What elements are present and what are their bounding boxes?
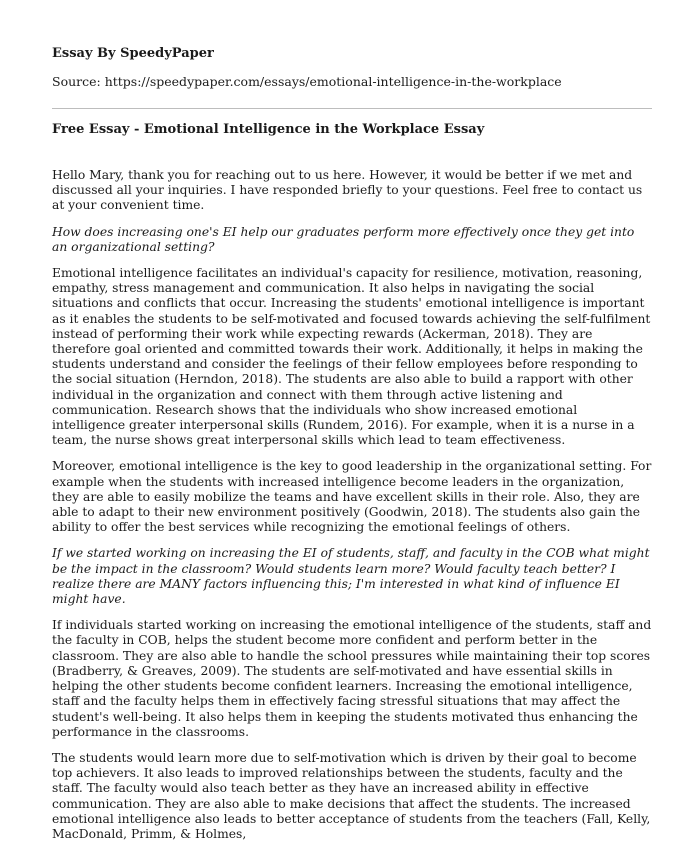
- essay-title: Free Essay - Emotional Intelligence in the Workplace Essay: [52, 122, 485, 137]
- essay-body: [52, 168, 652, 853]
- header-divider: [52, 108, 652, 109]
- paragraph-leadership: Moreover, emotional intelligence is the key to good leadership in the organizational setting. For example when the students with increased intelligence become leaders in the organization, they are able to easily mobilize the teams and have excellent skills in their role. Also, they are able to adapt to their new environment positively (Goodwin, 2018). The students also gain the ability to offer the best services while recognizing the emotional feelings of others.: [52, 459, 652, 535]
- site-title: Essay By SpeedyPaper: [52, 46, 214, 61]
- paragraph-ei-benefits: Emotional intelligence facilitates an individual's capacity for resilience, motivation, reasoning, empathy, stress management and communication. It also helps in navigating the social situations and conflicts that occur. Increasing the students' emotional intelligence is important as it enables the students to be self-motivated and focused towards achieving the self-fulfilment instead of performing their work while expecting rewards (Ackerman, 2018). They are therefore goal oriented and committed towards their work. Additionally, it helps in making the students understand and consider the feelings of their fellow employees before responding to the social situation (Herndon, 2018). The students are also able to build a rapport with other individual in the organization and connect with them through active listening and communication. Research shows that the individuals who show increased emotional intelligence greater interpersonal skills (Rundem, 2016). For example, when it is a nurse in a team, the nurse shows great interpersonal skills which lead to team effectiveness.: [52, 266, 651, 448]
- question-1: How does increasing one's EI help our graduates perform more effectively once they get into an organizational setting?: [52, 224, 635, 254]
- paragraph-cob-impact: If individuals started working on increasing the emotional intelligence of the students, staff and the faculty in COB, helps the student become more confident and perform better in the classroom. They are also able to handle the school pressures while maintaining their top scores (Bradberry, & Greaves, 2009). The students are self-motivated and have essential skills in helping the other students become confident learners. Increasing the emotional intelligence, staff and the faculty helps them in effectively facing stressful situations that may affect the student's well-being. It also helps them in keeping the students motivated thus enhancing the performance in the classrooms.: [52, 618, 652, 739]
- question-2: If we started working on increasing the EI of students, staff, and faculty in the COB what might be the impact in the classroom? Would students learn more? Would faculty teach better? I realize there are MANY factors influencing this; I'm interested in what kind of influence EI might have.: [52, 546, 650, 607]
- paragraph-greeting: Hello Mary, thank you for reaching out to us here. However, it would be better if we met and discussed all your inquiries. I have responded briefly to your questions. Feel free to contact us at your convenient time.: [52, 168, 643, 213]
- source-label: Source:: [52, 74, 105, 89]
- source-line: [52, 74, 562, 89]
- source-url: https://speedypaper.com/essays/emotional-intelligence-in-the-workplace: [104, 74, 562, 89]
- paragraph-student-learning: The students would learn more due to self-motivation which is driven by their goal to become top achievers. It also leads to improved relationships between the students, faculty and the staff. The faculty would also teach better as they have an increased ability in effective communication. They are also able to make decisions that affect the students. The increased emotional intelligence also leads to better acceptance of students from the teachers (Fall, Kelly, MacDonald, Primm, & Holmes,: [52, 750, 651, 841]
